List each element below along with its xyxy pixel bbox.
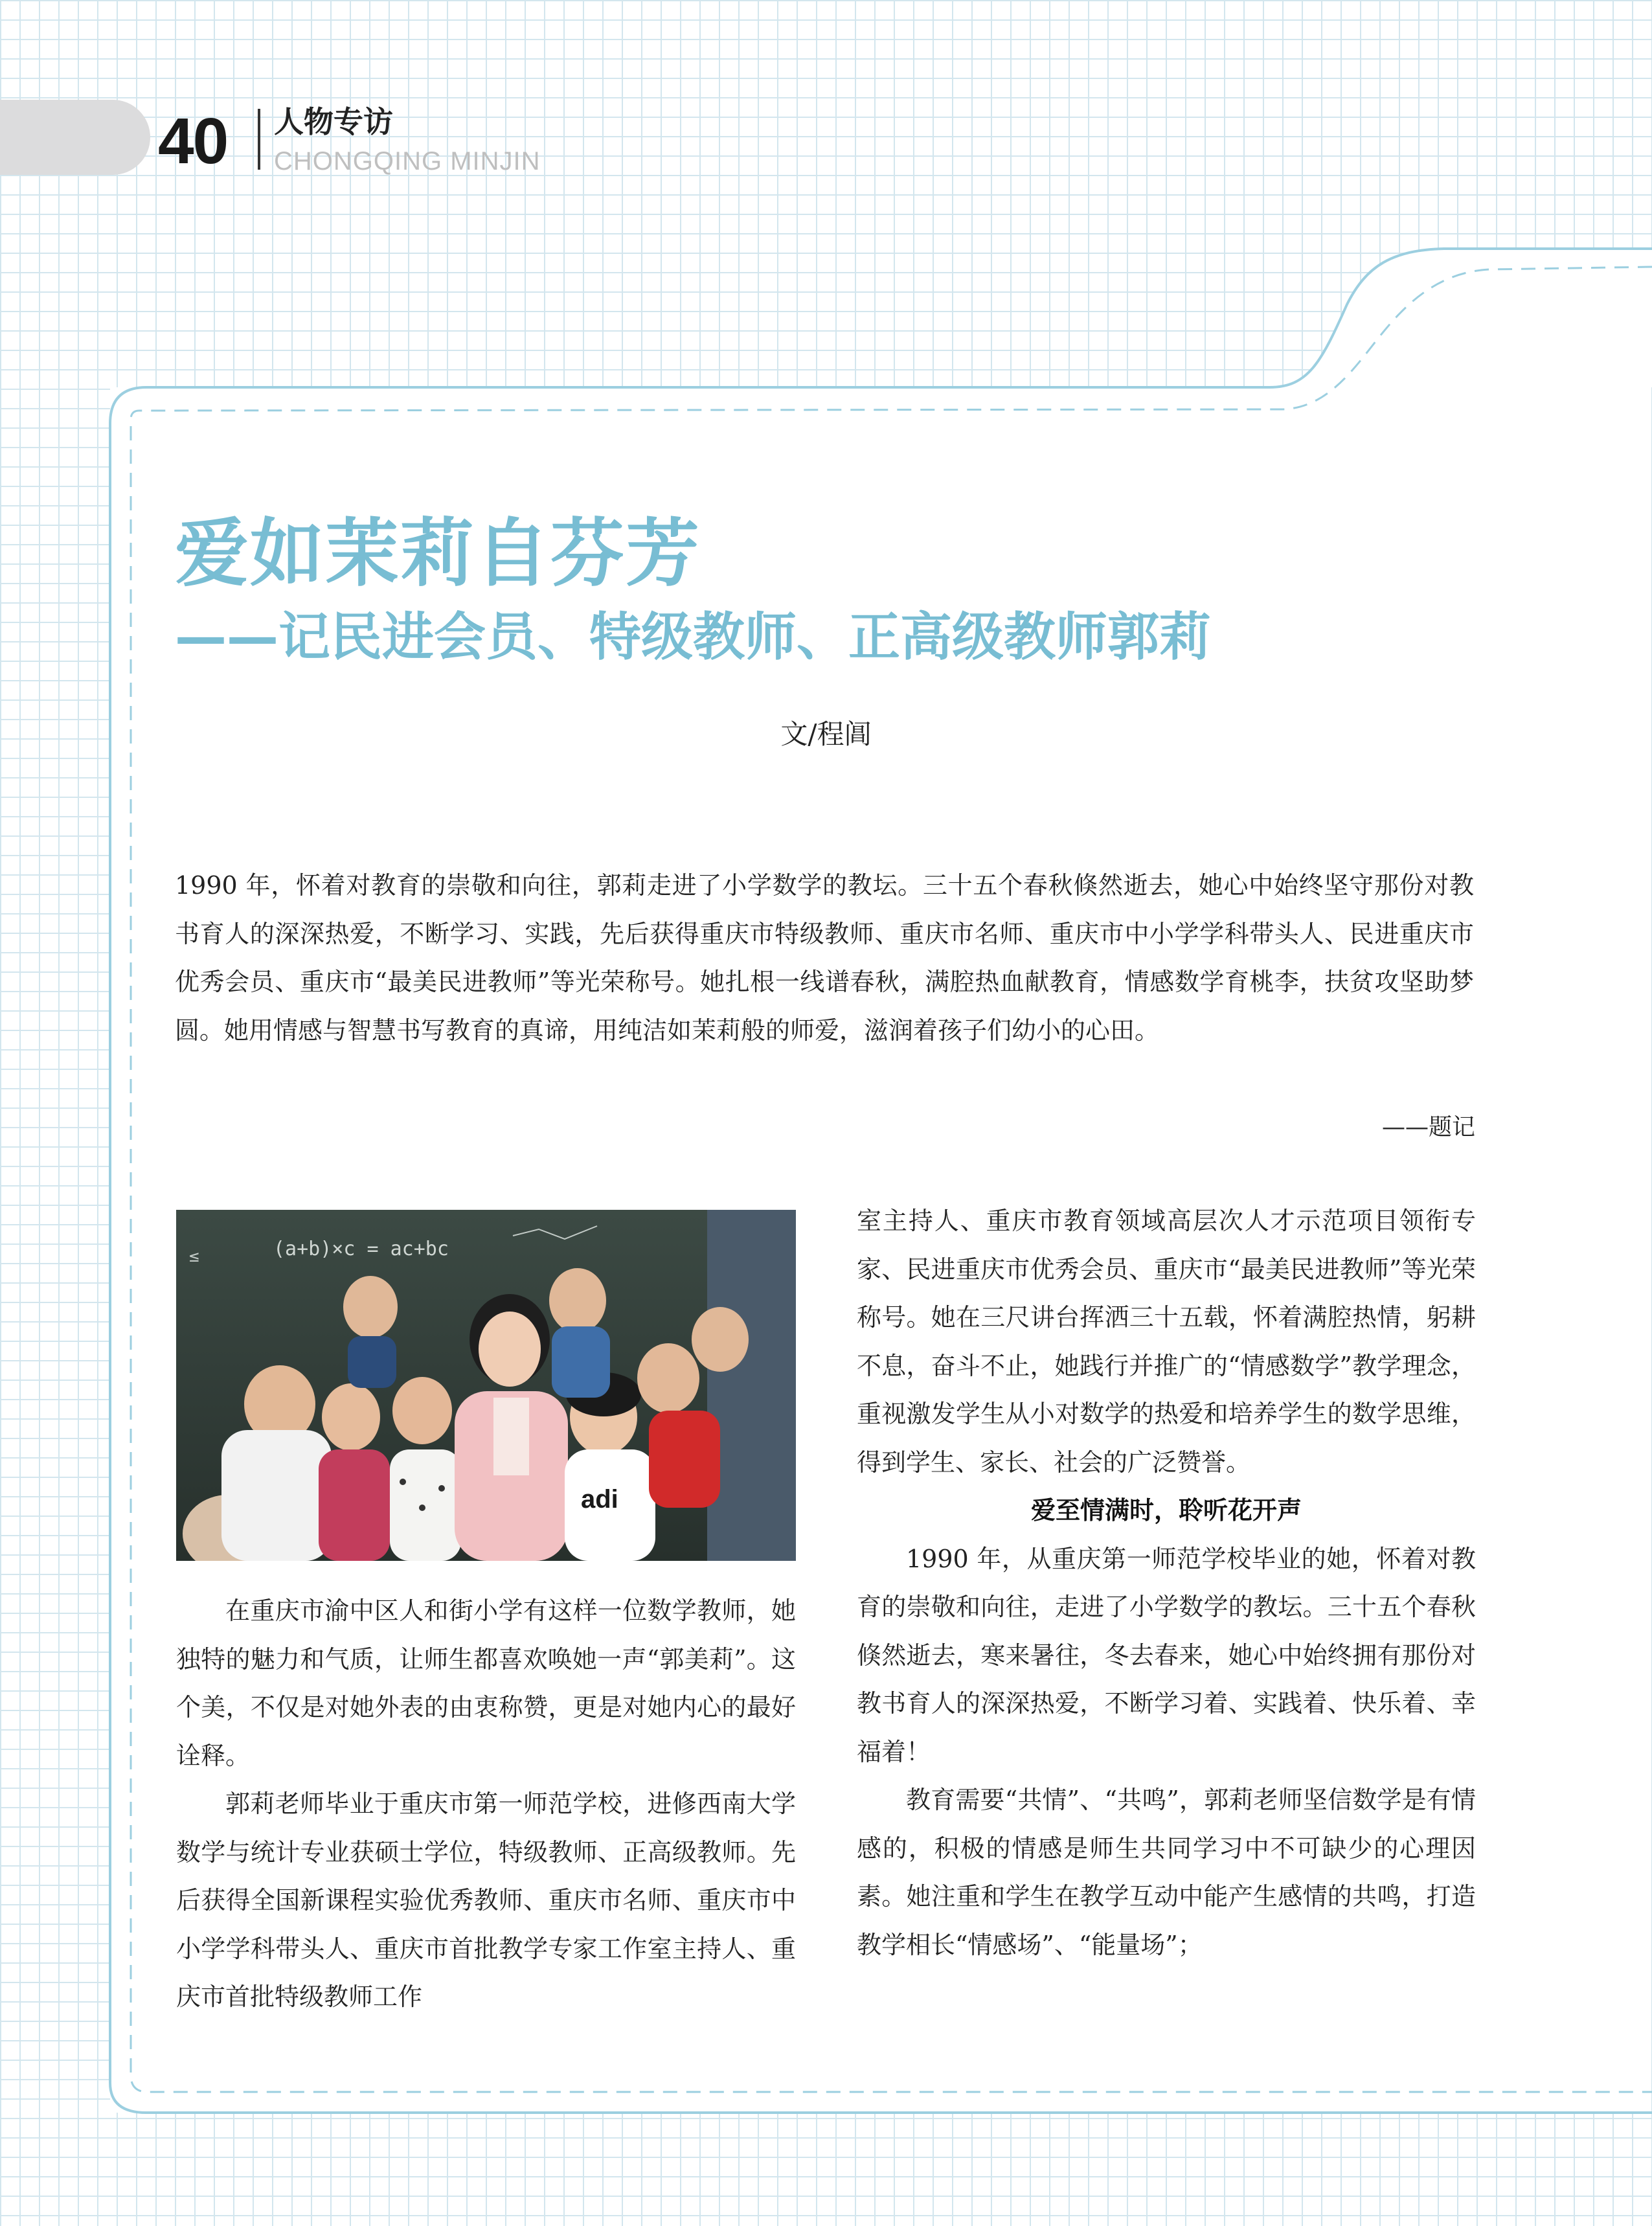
body-paragraph: 1990 年，从重庆第一师范学校毕业的她，怀着对教育的崇敬和向往，走进了小学数学的教坛。三十五个春秋倏然逝去，寒来暑往，冬去春来，她心中始终拥有那份对教书育人的深深热爱，不断学习着、实践着、快乐着、幸福着！ — [857, 1544, 1476, 1766]
left-column — [176, 1587, 796, 2021]
article-title: 爱如茉莉自芬芳 — [175, 510, 701, 596]
chalkboard-text: (a+b)×c = ac+bc — [273, 1238, 449, 1260]
preface-paragraph: 1990 年，怀着对教育的崇敬和向往，郭莉走进了小学数学的教坛。三十五个春秋倏然逝去，她心中始终坚守那份对教书育人的深深热爱，不断学习、实践，先后获得重庆市特级教师、重庆市名师、重庆市中小学学科带头人、民进重庆市优秀会员、重庆市“最美民进教师”等光荣称号。她扎根一线谱春秋，满腔热血献教育，情感数学育桃李，扶贫攻坚助梦圆。她用情感与智慧书写教育的真谛，用纯洁如茉莉般的师爱，滋润着孩子们幼小的心田。 — [175, 871, 1474, 1045]
body-paragraph: 在重庆市渝中区人和街小学有这样一位数学教师，她独特的魅力和气质，让师生都喜欢唤她一声“郭美莉”。这个美，不仅是对她外表的由衷称赞，更是对她内心的最好诠释。 — [176, 1596, 796, 1770]
body-paragraph-continued: 室主持人、重庆市教育领域高层次人才示范项目领衔专家、民进重庆市优秀会员、重庆市“最美民进教师”等光荣称号。她在三尺讲台挥洒三十五载，怀着满腔热情，躬耕不息，奋斗不止，她践行并推广的“情感数学”教学理念，重视激发学生从小对数学的热爱和培养学生的数学思维，得到学生、家长、社会的广泛赞誉。 — [857, 1207, 1476, 1477]
svg-text:≤: ≤ — [189, 1247, 199, 1266]
right-column — [857, 1197, 1476, 1969]
body-paragraph: 郭莉老师毕业于重庆市第一师范学校，进修西南大学数学与统计专业获硕士学位，特级教师、正高级教师。先后获得全国新课程实验优秀教师、重庆市名师、重庆市中小学学科带头人、重庆市首批教学专家工作室主持人、重庆市首批特级教师工作 — [176, 1789, 796, 2011]
article-subtitle: ——记民进会员、特级教师、正高级教师郭莉 — [175, 607, 1211, 667]
section-heading: 爱至情满时，聆听花开声 — [1030, 1496, 1302, 1525]
byline: 文/程阊 — [780, 718, 872, 750]
section-subtitle: CHONGQING MINJIN — [274, 147, 541, 176]
body-paragraph: 教育需要“共情”、“共鸣”，郭莉老师坚信数学是有情感的，积极的情感是师生共同学习中不可缺少的心理因素。她注重和学生在教学互动中能产生感情的共鸣，打造教学相长“情感场”、“能量场”； — [857, 1786, 1476, 1959]
teacher-students-photo — [176, 1210, 796, 1561]
preface-sign: ——题记 — [1381, 1114, 1475, 1141]
page-number: 40 — [158, 105, 228, 177]
section-title: 人物专访 — [274, 104, 393, 139]
svg-text:adi: adi — [581, 1485, 618, 1514]
